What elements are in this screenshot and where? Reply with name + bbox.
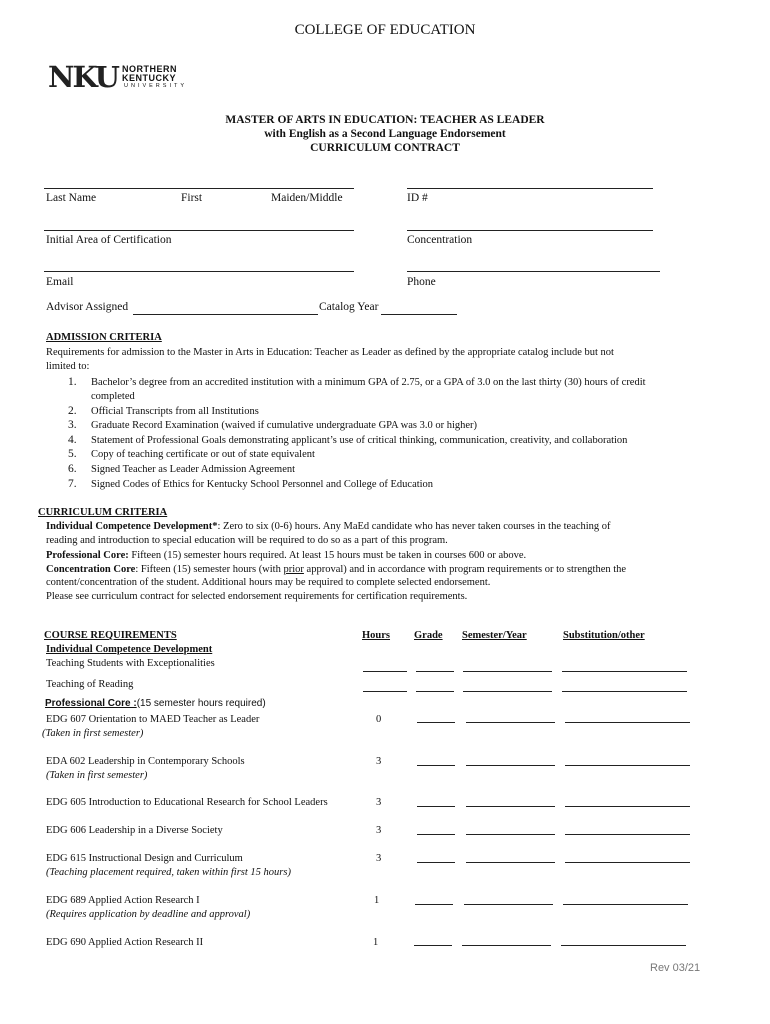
initial-area-label: Initial Area of Certification	[46, 234, 172, 246]
phone-line[interactable]	[407, 271, 660, 272]
grade-blank[interactable]	[417, 834, 455, 835]
course-hours: 1	[373, 937, 379, 948]
hours-column-header: Hours	[362, 630, 391, 641]
phone-label: Phone	[407, 276, 436, 288]
grade-blank[interactable]	[416, 671, 454, 672]
admission-item-num: 1.	[68, 376, 77, 388]
admission-item-num: 7.	[68, 478, 77, 490]
substitution-blank[interactable]	[561, 945, 686, 946]
semester-blank[interactable]	[466, 806, 555, 807]
professional-core-text: Fifteen (15) semester hours required. At least 15 hours must be taken in courses 600 or above.	[128, 550, 527, 561]
contract-subtitle: CURRICULUM CONTRACT	[310, 142, 460, 154]
course-hours: 3	[376, 756, 382, 767]
course-note: (Requires application by deadline and approval)	[46, 909, 251, 920]
grade-blank[interactable]	[416, 691, 454, 692]
grade-blank[interactable]	[415, 904, 453, 905]
admission-intro: Requirements for admission to the Master in Arts in Education: Teacher as Leader as defined by the appropriate catalog include but not	[46, 347, 614, 358]
concentration-criteria	[46, 564, 626, 575]
admission-item: Copy of teaching certificate or out of state equivalent	[91, 449, 315, 460]
id-line[interactable]	[407, 188, 653, 189]
maiden-name-label: Maiden/Middle	[271, 192, 343, 204]
course-name: EDG 615 Instructional Design and Curriculum	[46, 853, 243, 864]
course-name: EDA 602 Leadership in Contemporary Schools	[46, 756, 245, 767]
semester-blank[interactable]	[464, 904, 553, 905]
name-line[interactable]	[44, 188, 354, 189]
course-hours: 3	[376, 853, 382, 864]
course-name: EDG 606 Leadership in a Diverse Society	[46, 825, 223, 836]
admission-item-num: 5.	[68, 448, 77, 460]
initial-area-line[interactable]	[44, 230, 354, 231]
admission-item: Statement of Professional Goals demonstrating applicant’s use of critical thinking, communication, creativity, and collaboration	[91, 435, 628, 446]
semester-blank[interactable]	[463, 671, 552, 672]
logo-text-university: UNIVERSITY	[124, 83, 188, 89]
advisor-line[interactable]	[133, 314, 318, 315]
concentration-core-text-b: approval) and in accordance with program requirements or to strengthen the	[303, 564, 627, 575]
professional-core-criteria	[46, 550, 526, 561]
logo-mark: NKU	[48, 60, 118, 94]
semester-column-header: Semester/Year	[462, 630, 527, 641]
icd-criteria-cont: reading and introduction to special education will be required to do so as a part of this program.	[46, 535, 448, 546]
icd-criteria-label: Individual Competence Development*	[46, 521, 218, 532]
prior-text: prior	[283, 564, 304, 575]
advisor-label: Advisor Assigned	[46, 301, 129, 313]
substitution-blank[interactable]	[562, 671, 687, 672]
concentration-line[interactable]	[407, 230, 653, 231]
substitution-blank[interactable]	[565, 862, 690, 863]
course-hours: 1	[374, 895, 380, 906]
course-hours: 3	[376, 797, 382, 808]
course-name: Teaching Students with Exceptionalities	[46, 658, 215, 669]
grade-blank[interactable]	[417, 722, 455, 723]
logo-text-northern: NORTHERN	[122, 64, 177, 74]
grade-blank[interactable]	[417, 806, 455, 807]
admission-item-num: 2.	[68, 405, 77, 417]
admission-item: Official Transcripts from all Institutions	[91, 406, 259, 417]
first-name-label: First	[181, 192, 203, 204]
email-label: Email	[46, 276, 74, 288]
substitution-blank[interactable]	[562, 691, 687, 692]
professional-core-course-heading	[45, 698, 266, 709]
hours-blank[interactable]	[363, 691, 407, 692]
course-note: (Taken in first semester)	[42, 728, 144, 739]
icd-criteria	[46, 521, 611, 532]
admission-item: Bachelor’s degree from an accredited institution with a minimum GPA of 2.75, or a GPA of 3.0 on the last thirty (30) hours of credit	[91, 377, 646, 388]
course-note: (Teaching placement required, taken within first 15 hours)	[46, 867, 291, 878]
course-name: EDG 607 Orientation to MAED Teacher as Leader	[46, 714, 260, 725]
substitution-blank[interactable]	[565, 834, 690, 835]
course-requirements-heading: COURSE REQUIREMENTS	[44, 630, 177, 641]
semester-blank[interactable]	[466, 862, 555, 863]
last-name-label: Last Name	[46, 192, 97, 204]
grade-blank[interactable]	[414, 945, 452, 946]
course-name: EDG 690 Applied Action Research II	[46, 937, 204, 948]
admission-item-num: 4.	[68, 434, 77, 446]
grade-blank[interactable]	[417, 862, 455, 863]
hours-blank[interactable]	[363, 671, 407, 672]
id-label: ID #	[407, 192, 428, 204]
grade-blank[interactable]	[417, 765, 455, 766]
admission-item-cont: completed	[91, 391, 135, 402]
substitution-blank[interactable]	[565, 806, 690, 807]
semester-blank[interactable]	[463, 691, 552, 692]
concentration-core-text: : Fifteen (15) semester hours (with	[135, 564, 284, 575]
catalog-year-line[interactable]	[381, 314, 457, 315]
program-title: MASTER OF ARTS IN EDUCATION: TEACHER AS LEADER	[225, 114, 545, 126]
semester-blank[interactable]	[466, 722, 555, 723]
professional-core-label: Professional Core:	[46, 550, 129, 561]
endorsement-subtitle: with English as a Second Language Endorsement	[264, 128, 506, 140]
course-hours: 0	[376, 714, 382, 725]
curriculum-heading: CURRICULUM CRITERIA	[38, 507, 168, 518]
catalog-year-label: Catalog Year	[319, 301, 379, 313]
semester-blank[interactable]	[466, 765, 555, 766]
college-title: COLLEGE OF EDUCATION	[294, 22, 476, 38]
admission-item: Signed Teacher as Leader Admission Agreement	[91, 464, 296, 475]
semester-blank[interactable]	[466, 834, 555, 835]
email-line[interactable]	[44, 271, 354, 272]
admission-heading: ADMISSION CRITERIA	[46, 332, 162, 343]
nku-logo	[48, 60, 198, 96]
substitution-column-header: Substitution/other	[563, 630, 645, 641]
endorsement-note: Please see curriculum contract for selected endorsement requirements for certification requirements.	[46, 591, 468, 602]
grade-column-header: Grade	[414, 630, 443, 641]
course-hours: 3	[376, 825, 382, 836]
professional-core-heading-label: Professional Core :	[45, 698, 137, 709]
professional-core-heading-note: (15 semester hours required)	[136, 698, 266, 709]
admission-item: Signed Codes of Ethics for Kentucky School Personnel and College of Education	[91, 479, 434, 490]
substitution-blank[interactable]	[565, 722, 690, 723]
course-name: Teaching of Reading	[46, 679, 134, 690]
logo-text-kentucky: KENTUCKY	[122, 73, 177, 83]
admission-item-num: 6.	[68, 463, 77, 475]
course-name: EDG 605 Introduction to Educational Research for School Leaders	[46, 797, 328, 808]
admission-intro-cont: limited to:	[46, 361, 90, 372]
course-name: EDG 689 Applied Action Research I	[46, 895, 200, 906]
concentration-label: Concentration	[407, 234, 473, 246]
icd-course-heading: Individual Competence Development	[46, 644, 213, 655]
concentration-core-label: Concentration Core	[46, 564, 136, 575]
revision-date: Rev 03/21	[650, 962, 701, 974]
icd-criteria-text: : Zero to six (0-6) hours. Any MaEd candidate who has never taken courses in the teaching of	[217, 521, 611, 532]
concentration-criteria-cont: content/concentration of the student. Additional hours may be required to complete selected endorsement.	[46, 577, 491, 588]
substitution-blank[interactable]	[563, 904, 688, 905]
substitution-blank[interactable]	[565, 765, 690, 766]
semester-blank[interactable]	[462, 945, 551, 946]
admission-item-num: 3.	[68, 419, 77, 431]
course-note: (Taken in first semester)	[46, 770, 148, 781]
admission-item: Graduate Record Examination (waived if cumulative undergraduate GPA was 3.0 or higher)	[91, 420, 478, 431]
